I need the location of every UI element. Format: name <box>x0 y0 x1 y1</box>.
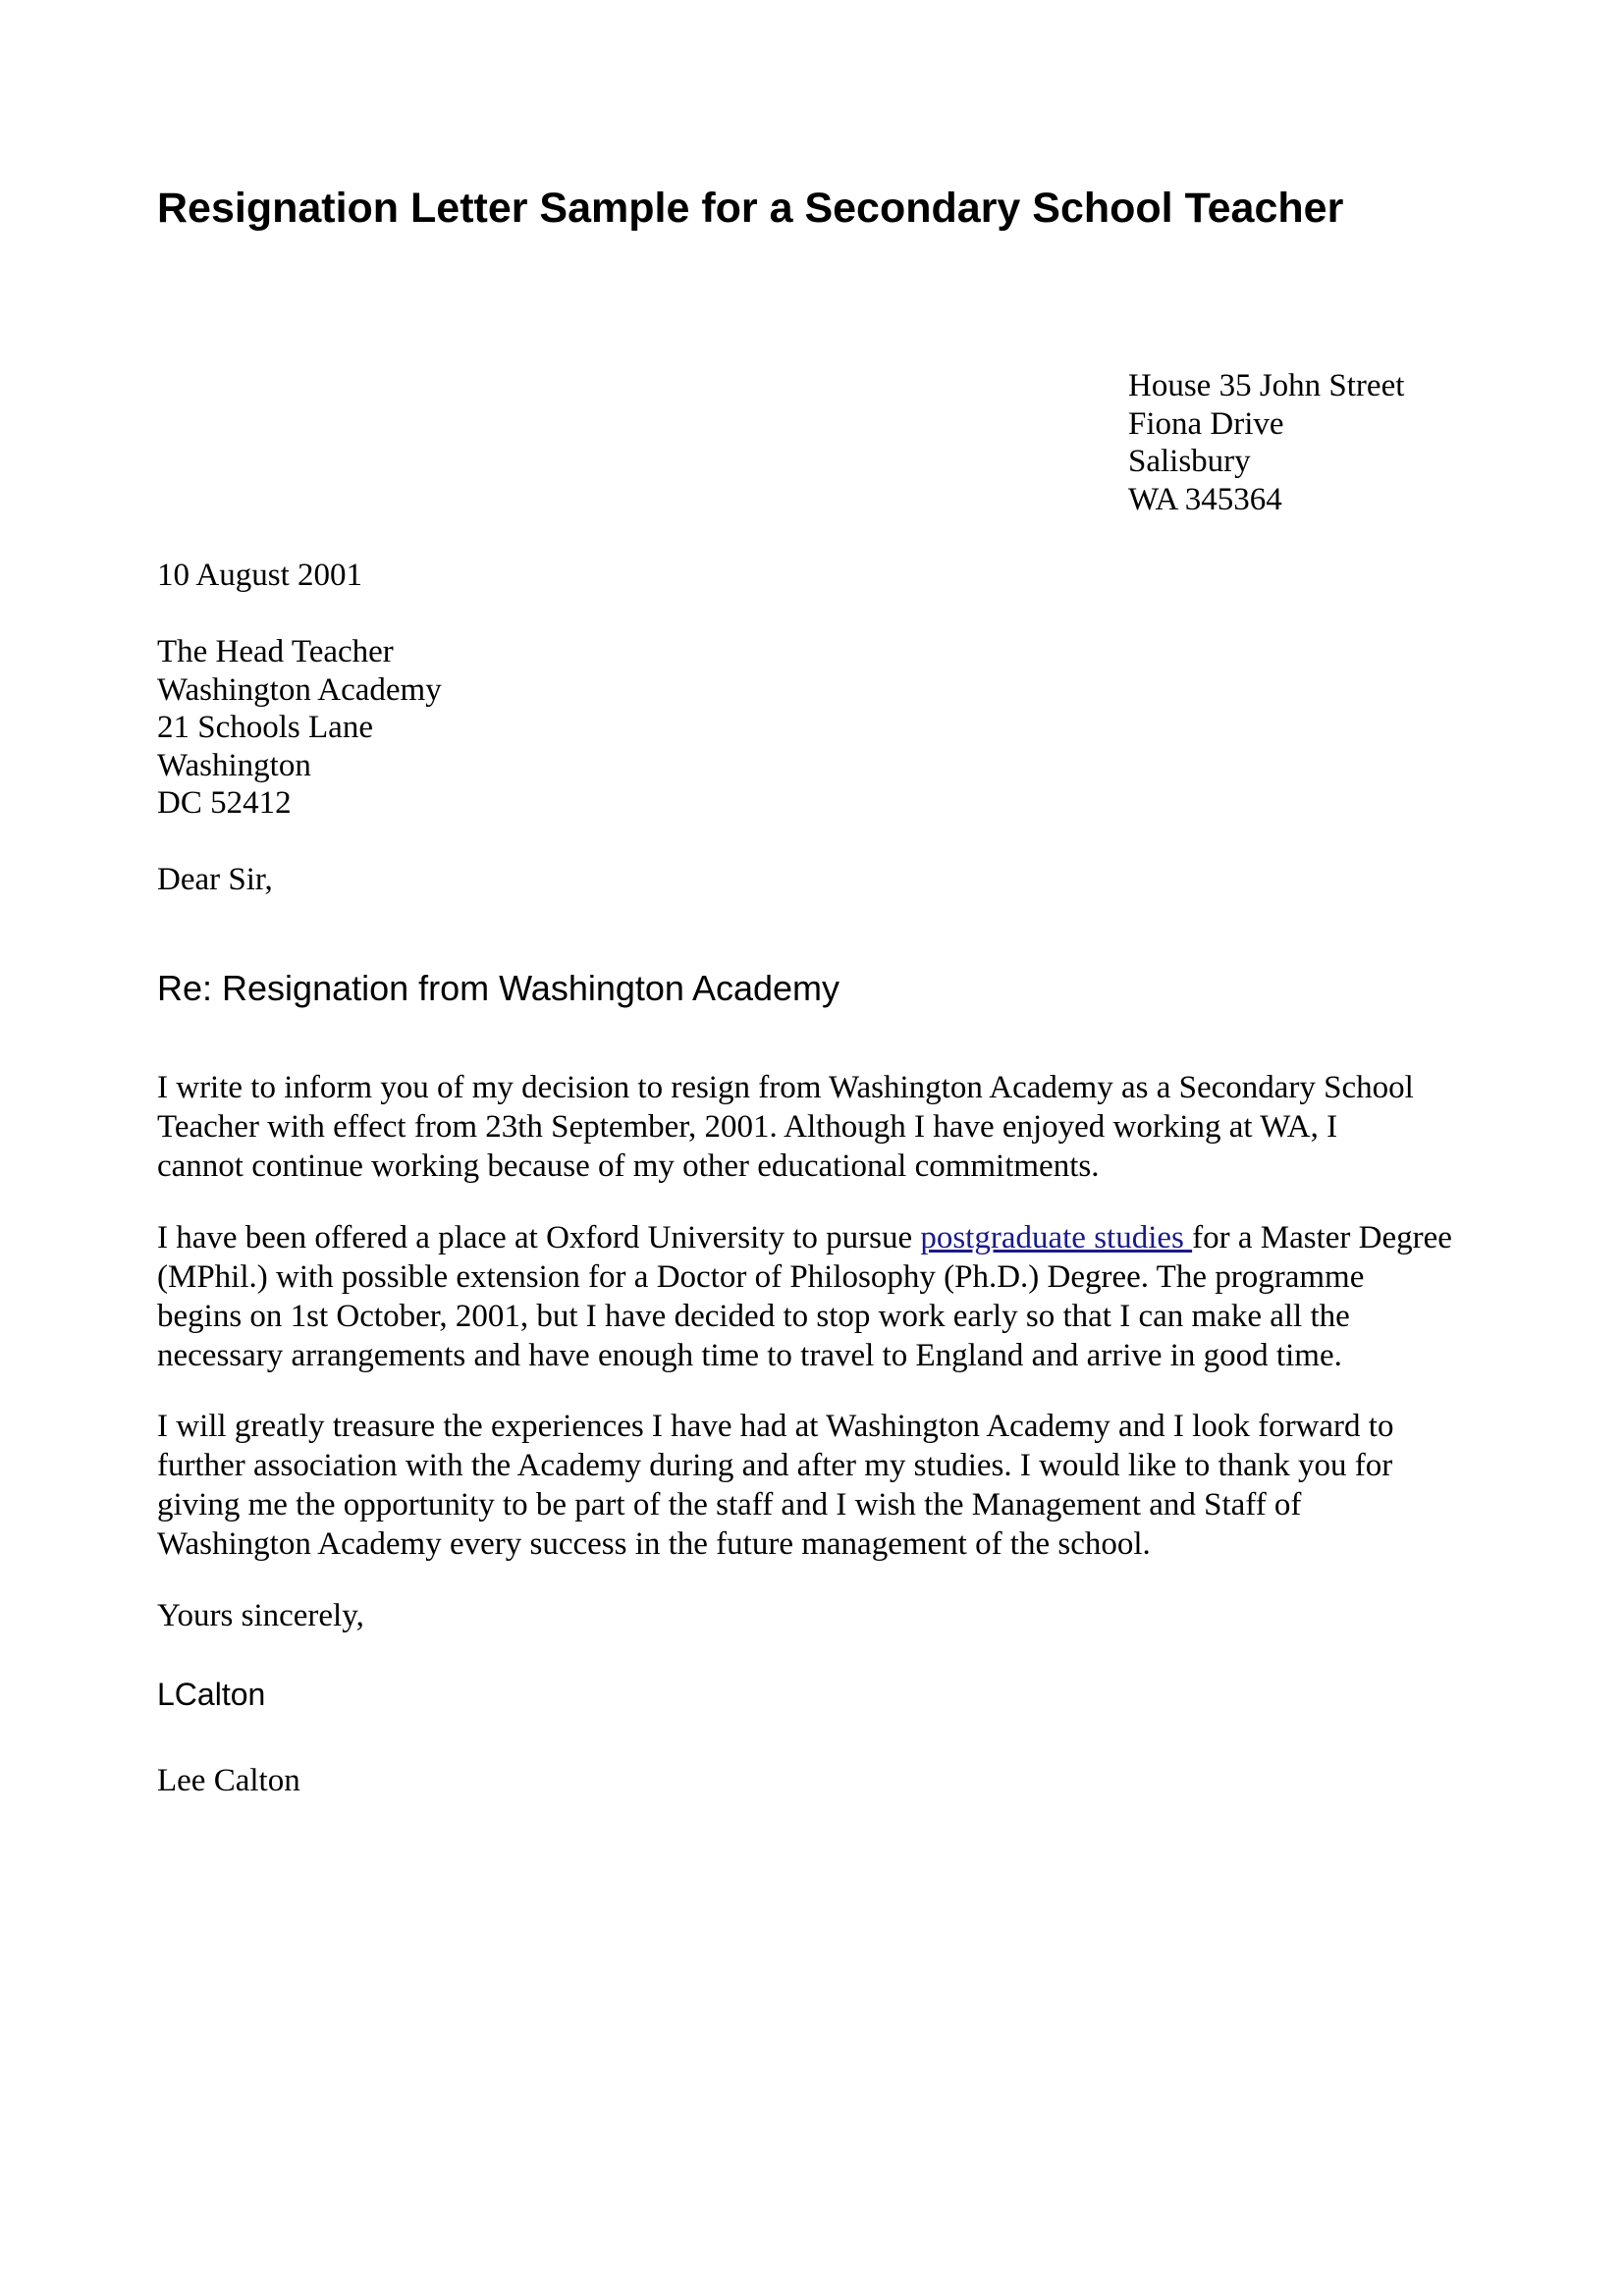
recipient-address-line: Washington <box>157 747 311 783</box>
paragraph-line: further association with the Academy during and after my studies. I would like to thank you for <box>157 1448 1393 1483</box>
paragraph-line <box>157 1218 1492 1257</box>
paragraph-line: (MPhil.) with possible extension for a Doctor of Philosophy (Ph.D.) Degree. The programme <box>157 1259 1365 1295</box>
body-paragraph-2 <box>157 1218 1492 1375</box>
recipient-address-line: 21 Schools Lane <box>157 710 373 745</box>
paragraph-line: cannot continue working because of my other educational commitments. <box>157 1148 1100 1184</box>
recipient-address-line: DC 52412 <box>157 785 292 821</box>
postgraduate-studies-link[interactable]: postgraduate studies <box>920 1220 1193 1255</box>
signer-name: Lee Calton <box>157 1763 300 1798</box>
paragraph-line: begins on 1st October, 2001, but I have decided to stop work early so that I can make all the <box>157 1299 1350 1334</box>
sender-address <box>1128 367 1404 518</box>
sender-address-line: House 35 John Street <box>1128 368 1405 403</box>
paragraph-text: for a Master Degree <box>1192 1220 1452 1255</box>
paragraph-line: Washington Academy every success in the future management of the school. <box>157 1526 1151 1562</box>
sender-address-line: Salisbury <box>1128 444 1251 479</box>
body-paragraph-3 <box>157 1407 1492 1564</box>
document-title: Resignation Letter Sample for a Secondary School Teacher <box>157 185 1344 232</box>
recipient-address <box>157 633 442 823</box>
body-paragraph-1 <box>157 1068 1492 1186</box>
signature: LCalton <box>157 1677 266 1712</box>
paragraph-line: Teacher with effect from 23th September, 2001. Although I have enjoyed working at WA, I <box>157 1109 1338 1145</box>
paragraph-line: necessary arrangements and have enough time to travel to England and arrive in good time. <box>157 1338 1342 1373</box>
paragraph-line: giving me the opportunity to be part of the staff and I wish the Management and Staff of <box>157 1487 1302 1522</box>
subject-line: Re: Resignation from Washington Academy <box>157 968 840 1008</box>
closing: Yours sincerely, <box>157 1598 364 1633</box>
sender-address-line: WA 345364 <box>1128 481 1282 517</box>
sender-address-line: Fiona Drive <box>1128 405 1284 442</box>
salutation: Dear Sir, <box>157 862 273 897</box>
recipient-address-line: Washington Academy <box>157 671 442 708</box>
recipient-address-line: The Head Teacher <box>157 634 394 669</box>
paragraph-line: I will greatly treasure the experiences I have had at Washington Academy and I look forward to <box>157 1409 1394 1444</box>
paragraph-line: I write to inform you of my decision to resign from Washington Academy as a Secondary School <box>157 1070 1414 1105</box>
paragraph-text: I have been offered a place at Oxford University to pursue <box>157 1220 921 1255</box>
letter-date: 10 August 2001 <box>157 558 363 593</box>
